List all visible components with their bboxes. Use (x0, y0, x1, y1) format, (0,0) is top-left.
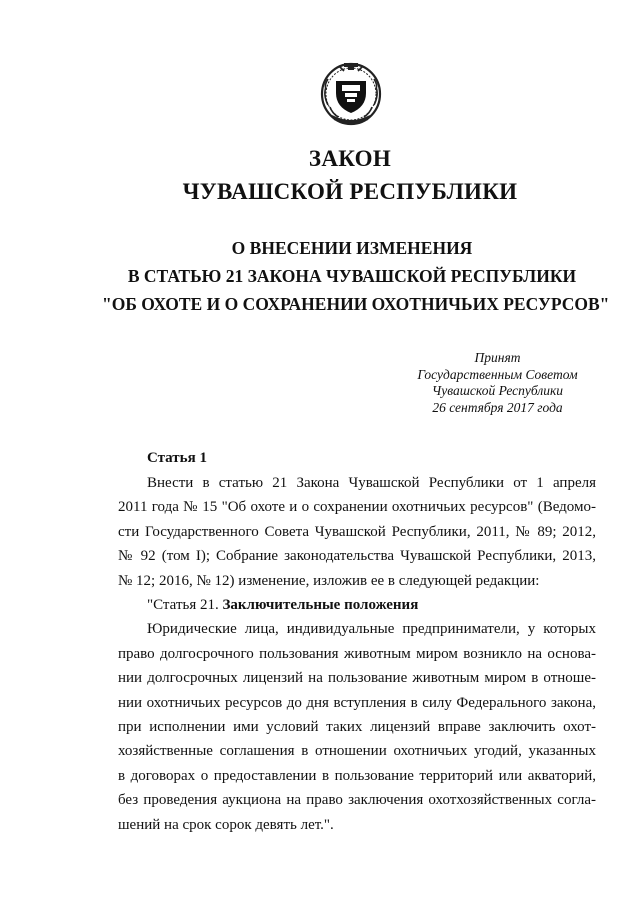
subject-line: О ВНЕСЕНИИ ИЗМЕНЕНИЯ (231, 238, 473, 258)
subject-line: "ОБ ОХОТЕ И О СОХРАНЕНИИ ОХОТНИЧЬИХ РЕСУРСОВ" (102, 294, 610, 314)
text-line: № 92 (том I); Собрание законодательства Чувашской Республики, 2013, (118, 548, 596, 565)
article-heading: Статья 1 (147, 450, 207, 466)
text-line: № 12; 2016, № 12) изменение, изложив ее в следующей редакции: (118, 572, 540, 589)
text-line: Юридические лица, индивидуальные предприниматели, у которых (147, 621, 596, 638)
quoted-article-title: Заключительные положения (222, 597, 419, 614)
adoption-line: Чувашской Республики (431, 383, 564, 398)
quoted-article-prefix: "Статья 21. (147, 597, 223, 614)
subject-line: В СТАТЬЮ 21 ЗАКОНА ЧУВАШСКОЙ РЕСПУБЛИКИ (127, 266, 577, 286)
text-line: 2011 года № 15 "Об охоте и о сохранении охотничьих ресурсов" (Ведомо- (118, 499, 596, 516)
text-line: хозяйственные соглашения в отношении охотничьих угодий, указанных (118, 743, 596, 760)
paragraph-amendment (118, 471, 596, 593)
text-line: право долгосрочного пользования животным миром возникло на основа- (118, 645, 596, 662)
republic-title: ЧУВАШСКОЙ РЕСПУБЛИКИ (182, 179, 518, 204)
text-line: сти Государственного Совета Чувашской Республики, 2011, № 89; 2012, (118, 523, 596, 540)
law-subject (102, 234, 610, 318)
text-line: при исполнении ими условий таких лицензий вправе заключить охот- (118, 719, 596, 736)
adoption-date: 26 сентября 2017 года (432, 399, 563, 415)
text-line: нии долгосрочных лицензий на пользование животным миром в отноше- (118, 670, 596, 687)
text-line: шений на срок сорок девять лет.". (118, 816, 334, 833)
quoted-article-heading (118, 593, 596, 617)
chuvash-republic-emblem-icon (318, 57, 384, 127)
law-title: ЗАКОН (308, 146, 392, 171)
text-line: Внести в статью 21 Закона Чувашской Республики от 1 апреля (147, 475, 596, 491)
text-line: без проведения аукциона на право заключения охотхозяйственных согла- (118, 792, 596, 809)
text-line: в договорах о предоставлении в пользование территорий или акваторий, (118, 767, 596, 784)
text-line: нии охотничьих ресурсов до дня вступления в силу Федерального закона, (118, 694, 596, 711)
article-body (118, 471, 596, 837)
paragraph-final-provisions (118, 617, 596, 837)
adoption-note (405, 350, 590, 416)
adoption-line: Государственным Советом (417, 366, 578, 382)
adoption-line: Принят (474, 350, 521, 365)
